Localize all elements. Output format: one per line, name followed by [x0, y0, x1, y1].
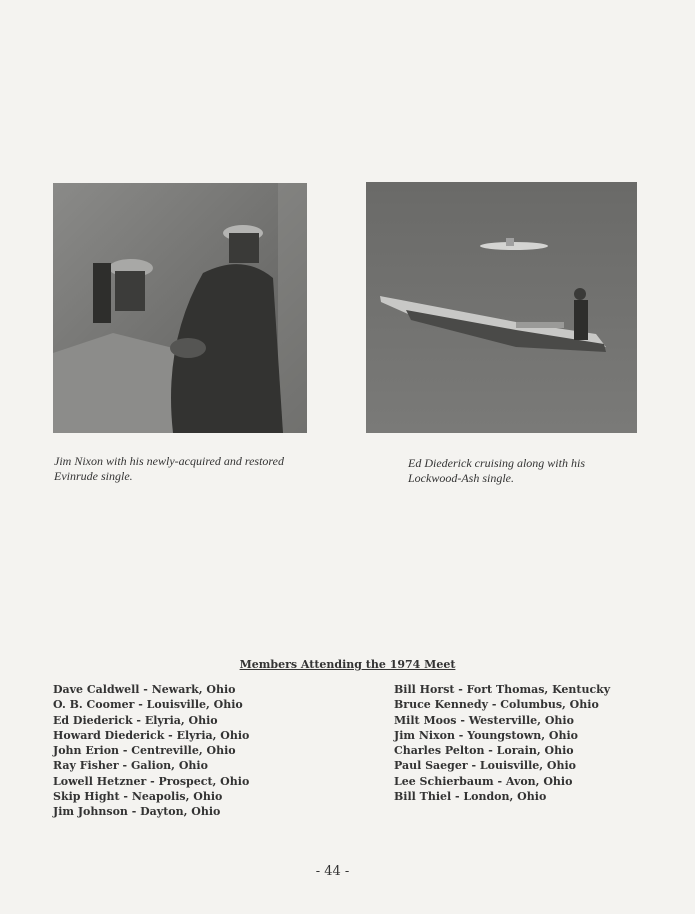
member-entry: Ray Fisher - Galion, Ohio	[53, 759, 208, 773]
member-entry: Milt Moos - Westerville, Ohio	[394, 713, 574, 727]
caption-line: Evinrude single.	[54, 469, 133, 483]
photo-lockwood-ash	[366, 182, 637, 433]
photo-lockwood-ash-image	[366, 182, 637, 433]
members-list-left	[53, 682, 249, 820]
member-entry: O. B. Coomer - Louisville, Ohio	[53, 698, 243, 712]
photo-evinrude-caption	[54, 454, 284, 484]
member-entry: Jim Johnson - Dayton, Ohio	[53, 805, 221, 819]
page-number: - 44 -	[315, 864, 350, 879]
member-entry: Dave Caldwell - Newark, Ohio	[53, 683, 236, 696]
members-list-right	[394, 682, 610, 804]
member-entry: Bruce Kennedy - Columbus, Ohio	[394, 698, 599, 712]
member-entry: John Erion - Centreville, Ohio	[53, 744, 236, 758]
member-entry: Howard Diederick - Elyria, Ohio	[53, 728, 250, 742]
member-entry: Skip Hight - Neapolis, Ohio	[53, 790, 223, 804]
caption-line: Lockwood-Ash single.	[408, 471, 514, 485]
member-entry: Paul Saeger - Louisville, Ohio	[394, 759, 577, 773]
photo-lockwood-ash-caption	[408, 456, 585, 486]
member-entry: Bill Thiel - London, Ohio	[394, 790, 547, 804]
members-heading: Members Attending the 1974 Meet	[239, 658, 456, 671]
caption-line: Ed Diederick cruising along with his	[408, 456, 585, 470]
photo-evinrude-image	[53, 183, 307, 433]
photo-evinrude	[53, 183, 307, 433]
member-entry: Bill Horst - Fort Thomas, Kentucky	[394, 683, 611, 696]
member-entry: Jim Nixon - Youngstown, Ohio	[394, 728, 578, 742]
member-entry: Charles Pelton - Lorain, Ohio	[394, 744, 574, 758]
member-entry: Ed Diederick - Elyria, Ohio	[53, 713, 218, 727]
caption-line: Jim Nixon with his newly-acquired and restored	[54, 454, 284, 468]
member-entry: Lee Schierbaum - Avon, Ohio	[394, 774, 573, 788]
member-entry: Lowell Hetzner - Prospect, Ohio	[53, 774, 250, 788]
